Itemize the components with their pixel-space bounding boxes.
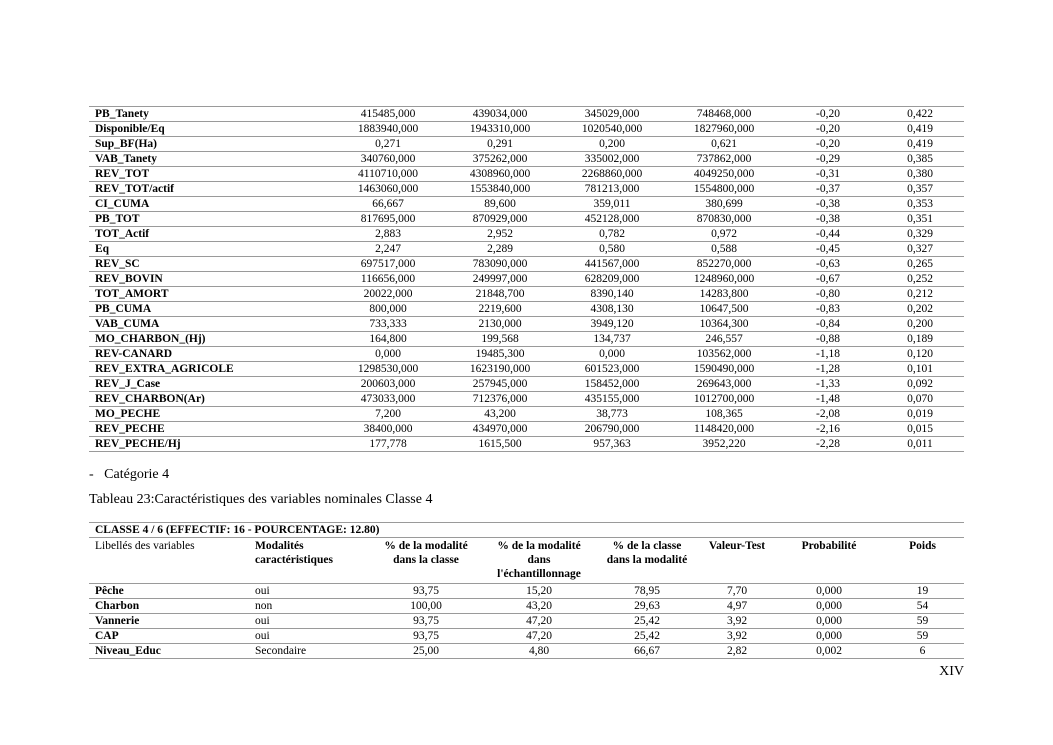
variable-name: REV_BOVIN — [89, 272, 332, 287]
cell-value: 269643,000 — [668, 377, 780, 392]
variable-name: Niveau_Educ — [89, 644, 249, 659]
cell-value: 0,000 — [332, 347, 444, 362]
table-row — [89, 422, 964, 437]
cell-value: 870929,000 — [444, 212, 556, 227]
cell-value: 0,252 — [876, 272, 964, 287]
variable-name: REV_TOT/actif — [89, 182, 332, 197]
cell-value: 54 — [881, 599, 964, 614]
variable-name: Pêche — [89, 584, 249, 599]
variable-name: CAP — [89, 629, 249, 644]
table-row — [89, 227, 964, 242]
cell-value: 3,92 — [697, 614, 777, 629]
cell-value: 4,80 — [481, 644, 597, 659]
cell-value: 1298530,000 — [332, 362, 444, 377]
cell-value: 439034,000 — [444, 107, 556, 122]
cell-value: 43,200 — [444, 407, 556, 422]
cell-value: 781213,000 — [556, 182, 668, 197]
cell-value: -1,18 — [780, 347, 876, 362]
cell-value: 21848,700 — [444, 287, 556, 302]
variable-name: Disponible/Eq — [89, 122, 332, 137]
cell-value: 0,212 — [876, 287, 964, 302]
modality: oui — [249, 584, 371, 599]
table-row — [89, 347, 964, 362]
variable-name: VAB_CUMA — [89, 317, 332, 332]
cell-value: -2,28 — [780, 437, 876, 452]
page-number: XIV — [939, 664, 964, 679]
table-row — [89, 317, 964, 332]
header-pct-modality-in-class: % de la modalité dans la classe — [371, 538, 481, 584]
table-title: CLASSE 4 / 6 (EFFECTIF: 16 - POURCENTAGE: 12.80) — [89, 523, 964, 538]
cell-value: 0,202 — [876, 302, 964, 317]
cell-value: 441567,000 — [556, 257, 668, 272]
cell-value: 100,00 — [371, 599, 481, 614]
cell-value: 380,699 — [668, 197, 780, 212]
table-row — [89, 242, 964, 257]
cell-value: 0,101 — [876, 362, 964, 377]
cell-value: 2,952 — [444, 227, 556, 242]
cell-value: 158452,000 — [556, 377, 668, 392]
cell-value: 177,778 — [332, 437, 444, 452]
cell-value: -1,28 — [780, 362, 876, 377]
cell-value: 0,353 — [876, 197, 964, 212]
cell-value: 0,419 — [876, 122, 964, 137]
cell-value: 47,20 — [481, 629, 597, 644]
cell-value: 0,000 — [777, 599, 881, 614]
cell-value: 0,291 — [444, 137, 556, 152]
variable-name: Sup_BF(Ha) — [89, 137, 332, 152]
table-row — [89, 614, 964, 629]
cell-value: 340760,000 — [332, 152, 444, 167]
category-heading — [89, 467, 169, 483]
cell-value: 359,011 — [556, 197, 668, 212]
variable-name: CI_CUMA — [89, 197, 332, 212]
cell-value: 817695,000 — [332, 212, 444, 227]
cell-value: 737862,000 — [668, 152, 780, 167]
cell-value: 1623190,000 — [444, 362, 556, 377]
cell-value: -0,80 — [780, 287, 876, 302]
cell-value: 3952,220 — [668, 437, 780, 452]
cell-value: 59 — [881, 629, 964, 644]
nominal-variables-table — [89, 522, 964, 659]
cell-value: 0,200 — [556, 137, 668, 152]
table-header-row — [89, 538, 964, 584]
cell-value: 2,82 — [697, 644, 777, 659]
cell-value: 0,357 — [876, 182, 964, 197]
cell-value: 134,737 — [556, 332, 668, 347]
table-row — [89, 362, 964, 377]
category-bullet: - — [89, 467, 94, 482]
cell-value: 15,20 — [481, 584, 597, 599]
cell-value: 6 — [881, 644, 964, 659]
cell-value: -0,38 — [780, 212, 876, 227]
cell-value: -0,38 — [780, 197, 876, 212]
cell-value: 19485,300 — [444, 347, 556, 362]
table-row — [89, 644, 964, 659]
cell-value: 14283,800 — [668, 287, 780, 302]
cell-value: 108,365 — [668, 407, 780, 422]
cell-value: 0,000 — [777, 584, 881, 599]
cell-value: -2,08 — [780, 407, 876, 422]
cell-value: 0,000 — [777, 614, 881, 629]
cell-value: 1554800,000 — [668, 182, 780, 197]
variable-name: REV_J_Case — [89, 377, 332, 392]
cell-value: -0,31 — [780, 167, 876, 182]
cell-value: 0,189 — [876, 332, 964, 347]
cell-value: 29,63 — [597, 599, 697, 614]
variable-name: Charbon — [89, 599, 249, 614]
cell-value: 164,800 — [332, 332, 444, 347]
cell-value: 1463060,000 — [332, 182, 444, 197]
cell-value: -0,67 — [780, 272, 876, 287]
table-row — [89, 407, 964, 422]
variable-name: REV-CANARD — [89, 347, 332, 362]
header-test-value: Valeur-Test — [697, 538, 777, 584]
cell-value: 93,75 — [371, 629, 481, 644]
table-row — [89, 629, 964, 644]
cell-value: 2130,000 — [444, 317, 556, 332]
variable-name: REV_EXTRA_AGRICOLE — [89, 362, 332, 377]
table-row — [89, 392, 964, 407]
table-row — [89, 332, 964, 347]
variable-name: VAB_Tanety — [89, 152, 332, 167]
cell-value: 712376,000 — [444, 392, 556, 407]
cell-value: 25,42 — [597, 614, 697, 629]
cell-value: 434970,000 — [444, 422, 556, 437]
cell-value: -0,44 — [780, 227, 876, 242]
cell-value: 1248960,000 — [668, 272, 780, 287]
cell-value: 957,363 — [556, 437, 668, 452]
cell-value: -0,20 — [780, 137, 876, 152]
cell-value: 1012700,000 — [668, 392, 780, 407]
cell-value: 59 — [881, 614, 964, 629]
cell-value: 4049250,000 — [668, 167, 780, 182]
cell-value: 452128,000 — [556, 212, 668, 227]
cell-value: 473033,000 — [332, 392, 444, 407]
cell-value: 0,419 — [876, 137, 964, 152]
table-title-row — [89, 523, 964, 538]
table-row — [89, 302, 964, 317]
cell-value: 1883940,000 — [332, 122, 444, 137]
variable-name: Eq — [89, 242, 332, 257]
cell-value: -0,88 — [780, 332, 876, 347]
cell-value: 1590490,000 — [668, 362, 780, 377]
cell-value: 0,271 — [332, 137, 444, 152]
cell-value: 0,092 — [876, 377, 964, 392]
cell-value: 4110710,000 — [332, 167, 444, 182]
cell-value: 0,580 — [556, 242, 668, 257]
cell-value: 2219,600 — [444, 302, 556, 317]
cell-value: 93,75 — [371, 614, 481, 629]
cell-value: 20022,000 — [332, 287, 444, 302]
cell-value: 375262,000 — [444, 152, 556, 167]
cell-value: 199,568 — [444, 332, 556, 347]
cell-value: 0,070 — [876, 392, 964, 407]
cell-value: 10647,500 — [668, 302, 780, 317]
variable-name: REV_PECHE — [89, 422, 332, 437]
cell-value: 0,015 — [876, 422, 964, 437]
cell-value: -0,63 — [780, 257, 876, 272]
modality: oui — [249, 614, 371, 629]
modality: Secondaire — [249, 644, 371, 659]
table-row — [89, 377, 964, 392]
cell-value: 0,120 — [876, 347, 964, 362]
cell-value: -0,20 — [780, 107, 876, 122]
cell-value: 0,019 — [876, 407, 964, 422]
cell-value: -0,37 — [780, 182, 876, 197]
cell-value: 0,265 — [876, 257, 964, 272]
cell-value: 0,380 — [876, 167, 964, 182]
table-caption: Tableau 23:Caractéristiques des variables nominales Classe 4 — [89, 492, 433, 507]
cell-value: 38,773 — [556, 407, 668, 422]
cell-value: 2,883 — [332, 227, 444, 242]
cell-value: 0,329 — [876, 227, 964, 242]
cell-value: 1943310,000 — [444, 122, 556, 137]
cell-value: -0,84 — [780, 317, 876, 332]
cell-value: 116656,000 — [332, 272, 444, 287]
header-modalities: Modalités caractéristiques — [249, 538, 371, 584]
cell-value: 800,000 — [332, 302, 444, 317]
cell-value: 10364,300 — [668, 317, 780, 332]
variable-name: REV_PECHE/Hj — [89, 437, 332, 452]
table-row — [89, 212, 964, 227]
cell-value: 7,200 — [332, 407, 444, 422]
cell-value: 2,247 — [332, 242, 444, 257]
variable-name: TOT_AMORT — [89, 287, 332, 302]
cell-value: 93,75 — [371, 584, 481, 599]
table-row — [89, 197, 964, 212]
variable-name: PB_CUMA — [89, 302, 332, 317]
cell-value: 19 — [881, 584, 964, 599]
cell-value: 25,00 — [371, 644, 481, 659]
variable-name: TOT_Actif — [89, 227, 332, 242]
cell-value: 25,42 — [597, 629, 697, 644]
cell-value: 3,92 — [697, 629, 777, 644]
cell-value: 3949,120 — [556, 317, 668, 332]
cell-value: -0,45 — [780, 242, 876, 257]
table-row — [89, 182, 964, 197]
cell-value: 0,002 — [777, 644, 881, 659]
table-row — [89, 122, 964, 137]
cell-value: 0,200 — [876, 317, 964, 332]
header-pct-class-in-modality: % de la classe dans la modalité — [597, 538, 697, 584]
header-weight: Poids — [881, 538, 964, 584]
table-row — [89, 152, 964, 167]
cell-value: 0,351 — [876, 212, 964, 227]
table-row — [89, 272, 964, 287]
cell-value: 1827960,000 — [668, 122, 780, 137]
cell-value: -0,83 — [780, 302, 876, 317]
cell-value: 0,011 — [876, 437, 964, 452]
cell-value: 1148420,000 — [668, 422, 780, 437]
cell-value: 0,588 — [668, 242, 780, 257]
cell-value: 200603,000 — [332, 377, 444, 392]
cell-value: 103562,000 — [668, 347, 780, 362]
cell-value: 78,95 — [597, 584, 697, 599]
variable-name: REV_SC — [89, 257, 332, 272]
variable-name: PB_TOT — [89, 212, 332, 227]
table-row — [89, 584, 964, 599]
cell-value: 2268860,000 — [556, 167, 668, 182]
cell-value: 0,327 — [876, 242, 964, 257]
cell-value: 47,20 — [481, 614, 597, 629]
cell-value: 206790,000 — [556, 422, 668, 437]
cell-value: 8390,140 — [556, 287, 668, 302]
cell-value: 0,621 — [668, 137, 780, 152]
cell-value: 783090,000 — [444, 257, 556, 272]
table-row — [89, 437, 964, 452]
cell-value: 66,67 — [597, 644, 697, 659]
cell-value: 0,422 — [876, 107, 964, 122]
cell-value: 748468,000 — [668, 107, 780, 122]
modality: non — [249, 599, 371, 614]
cell-value: 246,557 — [668, 332, 780, 347]
cell-value: 38400,000 — [332, 422, 444, 437]
cell-value: -1,48 — [780, 392, 876, 407]
header-probability: Probabilité — [777, 538, 881, 584]
cell-value: 697517,000 — [332, 257, 444, 272]
category-label: Catégorie 4 — [104, 467, 170, 482]
cell-value: 4,97 — [697, 599, 777, 614]
cell-value: 0,000 — [556, 347, 668, 362]
cell-value: 4308960,000 — [444, 167, 556, 182]
cell-value: 601523,000 — [556, 362, 668, 377]
table-row — [89, 167, 964, 182]
variable-name: REV_CHARBON(Ar) — [89, 392, 332, 407]
variable-name: PB_Tanety — [89, 107, 332, 122]
cell-value: -0,29 — [780, 152, 876, 167]
cell-value: -0,20 — [780, 122, 876, 137]
cell-value: 733,333 — [332, 317, 444, 332]
cell-value: -2,16 — [780, 422, 876, 437]
cell-value: 415485,000 — [332, 107, 444, 122]
cell-value: 0,782 — [556, 227, 668, 242]
cell-value: 335002,000 — [556, 152, 668, 167]
cell-value: 628209,000 — [556, 272, 668, 287]
continuous-variables-table — [89, 106, 964, 452]
cell-value: 870830,000 — [668, 212, 780, 227]
table-row — [89, 599, 964, 614]
cell-value: 0,000 — [777, 629, 881, 644]
cell-value: 0,972 — [668, 227, 780, 242]
cell-value: 1020540,000 — [556, 122, 668, 137]
cell-value: 852270,000 — [668, 257, 780, 272]
cell-value: 345029,000 — [556, 107, 668, 122]
header-pct-modality-in-sample: % de la modalité dans l'échantillonnage — [481, 538, 597, 584]
table-row — [89, 257, 964, 272]
header-variable-label: Libellés des variables — [89, 538, 249, 584]
cell-value: 43,20 — [481, 599, 597, 614]
modality: oui — [249, 629, 371, 644]
cell-value: 66,667 — [332, 197, 444, 212]
variable-name: Vannerie — [89, 614, 249, 629]
variable-name: MO_PECHE — [89, 407, 332, 422]
table-row — [89, 107, 964, 122]
cell-value: 257945,000 — [444, 377, 556, 392]
table-row — [89, 287, 964, 302]
variable-name: REV_TOT — [89, 167, 332, 182]
cell-value: 1615,500 — [444, 437, 556, 452]
cell-value: 0,385 — [876, 152, 964, 167]
cell-value: 7,70 — [697, 584, 777, 599]
variable-name: MO_CHARBON_(Hj) — [89, 332, 332, 347]
table-row — [89, 137, 964, 152]
cell-value: 435155,000 — [556, 392, 668, 407]
cell-value: 89,600 — [444, 197, 556, 212]
cell-value: 2,289 — [444, 242, 556, 257]
cell-value: -1,33 — [780, 377, 876, 392]
cell-value: 1553840,000 — [444, 182, 556, 197]
cell-value: 249997,000 — [444, 272, 556, 287]
cell-value: 4308,130 — [556, 302, 668, 317]
